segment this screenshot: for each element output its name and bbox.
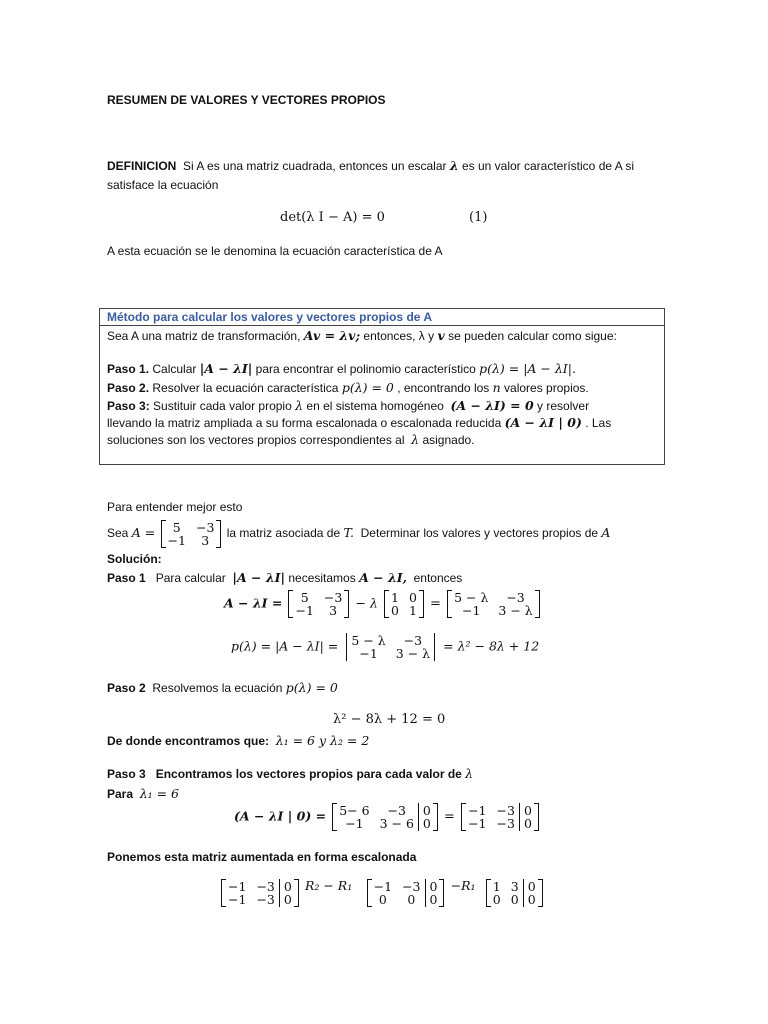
augment-bar — [279, 879, 280, 907]
augment-cells — [282, 879, 294, 907]
definition-text-a: Si A es una matriz cuadrada, entonces un escalar — [183, 159, 447, 173]
lambda-symbol: λ — [449, 158, 459, 173]
matrix-cells — [389, 590, 419, 618]
augment-cell-0: 0 — [283, 878, 292, 894]
reduction-matrix-3 — [486, 879, 543, 907]
augment-cells — [428, 879, 440, 907]
matrix-cell-0-1: −3 — [506, 590, 525, 605]
method-box — [99, 308, 665, 465]
method-intro-eq: Av = λv; — [303, 328, 361, 343]
bracket-right — [535, 590, 540, 618]
matrix-identity — [384, 590, 424, 618]
matrix-cells — [491, 879, 521, 907]
augmented-matrix-2 — [461, 803, 539, 831]
method-step-1 — [107, 361, 576, 377]
row-op-1: R₂ − R₁ — [304, 878, 353, 893]
paso-3-lambda: λ — [465, 766, 474, 781]
paso-1-text-c: entonces — [413, 571, 463, 585]
paso-2-eq: p(λ) = 0 — [285, 680, 338, 695]
solution-label: Solución: — [107, 552, 162, 566]
matrix-cell-1-0: −1 — [167, 532, 186, 548]
bracket-right — [439, 879, 444, 907]
characteristic-equation: det(λ I − A) = 0 — [280, 210, 385, 225]
matrix-cells — [349, 633, 432, 661]
row-op-2: −R₁ — [450, 878, 476, 893]
page-title: RESUMEN DE VALORES Y VECTORES PROPIOS — [107, 93, 386, 107]
eq2-lhs: p(λ) = |A − λI| = — [231, 638, 339, 654]
method-intro — [107, 328, 617, 344]
step-2-n: n — [492, 380, 501, 395]
method-intro-c: se pueden calcular como sigue: — [448, 329, 617, 343]
paso-1-line — [107, 570, 462, 586]
step-2-label: Paso 2. — [107, 381, 150, 395]
bracket-right — [433, 803, 438, 831]
matrix-cell-1-0: −1 — [462, 603, 481, 618]
augment-cell-1: 0 — [523, 816, 532, 831]
bracket-right — [534, 803, 539, 831]
step-3-line-2-text: llevando la matriz ampliada a su forma escalonada o escalonada reducida — [107, 416, 502, 430]
equation-number: (1) — [469, 210, 488, 225]
step-3-label: Paso 3: — [107, 399, 150, 413]
step-2-text-a: Resolver la ecuación característica — [152, 381, 339, 395]
matrix-cells — [452, 590, 535, 618]
matrix-cell-1-1: 0 — [510, 891, 519, 907]
matrix-cell-1-0: 0 — [391, 603, 399, 618]
augment-bar — [519, 803, 520, 831]
paso-1-label: Paso 1 — [107, 571, 146, 585]
matrix-cells — [372, 879, 423, 907]
matrix-cell-1-0: −1 — [345, 816, 364, 831]
augment-cell-0: 0 — [429, 878, 438, 894]
augmented-matrix-1 — [332, 803, 438, 831]
method-step-2 — [107, 380, 589, 396]
example-intro: Para entender mejor esto — [107, 500, 243, 514]
matrix-cell-0-0: −1 — [468, 803, 487, 818]
augment-cell-1: 0 — [422, 816, 431, 831]
paso-1-text-a: Para calcular — [155, 571, 226, 585]
matrix-cell-1-1: 3 − 6 — [379, 816, 414, 831]
example-sea-b: la matriz asociada de — [226, 526, 341, 540]
matrix-cell-0-0: −1 — [228, 878, 247, 894]
reduction-matrix-2 — [367, 879, 445, 907]
method-intro-b: entonces, λ y — [363, 329, 435, 343]
step-1-text-b: para encontrar el polinomio característico — [255, 362, 476, 376]
step-2-text-c: valores propios. — [504, 381, 589, 395]
eq1-lhs: A − λI = — [224, 595, 283, 611]
matrix-cell-0-0: 5− 6 — [339, 803, 370, 818]
bracket-right — [294, 879, 299, 907]
augment-bar — [425, 879, 426, 907]
definition-text-b: es un valor característico de A si — [461, 159, 635, 173]
definition-line-2: satisface la ecuación — [107, 178, 219, 192]
matrix-cell-0-1: 0 — [408, 590, 417, 605]
roots-values: λ₁ = 6 y λ₂ = 2 — [275, 733, 370, 748]
augment-cell-0: 0 — [523, 803, 532, 818]
matrix-A — [161, 520, 222, 548]
paso-2-text: Resolvemos la ecuación — [152, 681, 283, 695]
matrix-cell-0-0: −1 — [373, 878, 393, 894]
step-1-poly: p(λ) = |A − λI|. — [479, 361, 576, 376]
matrix-cell-0-1: −3 — [403, 633, 423, 648]
reduction-matrix-1 — [221, 879, 299, 907]
equation-augmented-lambda-6 — [234, 803, 541, 831]
matrix-cell-1-0: 0 — [378, 891, 387, 907]
eq1-equals: = — [430, 596, 441, 612]
method-intro-a: Sea A una matriz de transformación, — [107, 329, 301, 343]
step-3-line-2-end: . Las — [585, 416, 612, 430]
matrix-cell-1-1: 1 — [408, 603, 417, 618]
matrix-A-minus-lambda-I — [447, 590, 540, 618]
matrix-cells — [466, 803, 517, 831]
matrix-cell-0-1: 3 — [510, 878, 519, 894]
matrix-cell-0-1: −3 — [256, 878, 275, 894]
definition-line-1 — [107, 158, 634, 174]
example-A-end: A — [601, 525, 611, 540]
augment-cells — [526, 879, 538, 907]
step-3-line-3-end: asignado. — [422, 433, 475, 447]
matrix-cell-0-1: −3 — [323, 590, 343, 605]
equation-characteristic-polynomial — [231, 633, 539, 661]
para-label: Para — [107, 787, 134, 801]
eq2-rhs: = λ² − 8λ + 12 — [443, 638, 540, 654]
paso-3-text: Encontramos los vectores propios para cada valor de — [155, 767, 462, 781]
determinant-matrix — [344, 633, 437, 661]
matrix-cell-1-0: −1 — [468, 816, 487, 831]
matrix-cells — [293, 590, 344, 618]
method-intro-v: v — [437, 328, 445, 343]
step-1-text-a: Calcular — [152, 362, 197, 376]
matrix-cell-1-0: −1 — [359, 646, 378, 661]
matrix-A-repeat — [288, 590, 349, 618]
matrix-cell-1-1: 3 — [201, 532, 210, 548]
matrix-cell-1-1: −3 — [496, 816, 515, 831]
method-title: Método para calcular los valores y vectores propios de A — [100, 309, 664, 326]
matrix-cells — [337, 803, 416, 831]
row-reduction — [219, 878, 545, 907]
bracket-right — [216, 520, 221, 548]
matrix-cell-0-0: 5 — [172, 519, 181, 535]
paso-1-text-b: necesitamos — [288, 571, 356, 585]
definition-label: DEFINICION — [107, 159, 177, 173]
bracket-right — [419, 590, 424, 618]
matrix-cell-0-1: −3 — [496, 803, 515, 818]
matrix-cell-0-0: 5 − λ — [351, 633, 386, 648]
matrix-cell-1-0: 0 — [492, 891, 501, 907]
step-3-text-a: Sustituir cada valor propio — [153, 399, 292, 413]
example-sea: Sea — [107, 526, 129, 540]
step-1-det: |A − λI| — [199, 361, 253, 376]
method-step-3 — [107, 398, 589, 414]
equation-A-minus-lambda-I — [224, 590, 542, 618]
determinant-bar-left — [346, 633, 347, 661]
eq4-lhs: (A − λI | 0) = — [234, 808, 327, 824]
augment-bar — [523, 879, 524, 907]
step-2-eq: p(λ) = 0 — [341, 380, 394, 395]
step-3-eq: (A − λI) = 0 — [450, 398, 534, 413]
example-A-eq: A = — [131, 525, 156, 540]
augment-cell-0: 0 — [527, 878, 536, 894]
definition-note: A esta ecuación se le denomina la ecuación característica de A — [107, 244, 443, 258]
roots-text: De donde encontramos que: — [107, 734, 270, 748]
example-sea-c: Determinar los valores y vectores propios de — [360, 526, 599, 540]
matrix-cell-1-1: 3 − λ — [498, 603, 533, 618]
augment-bar — [418, 803, 419, 831]
paso-3-label: Paso 3 — [107, 767, 146, 781]
matrix-cell-1-1: 3 − λ — [395, 646, 431, 661]
ponemos-line: Ponemos esta matriz aumentada en forma escalonada — [107, 850, 417, 864]
augment-cell-1: 0 — [429, 891, 438, 907]
method-step-3-line-3 — [107, 432, 475, 448]
matrix-cell-0-1: −3 — [402, 878, 421, 894]
augment-cell-0: 0 — [422, 803, 431, 818]
matrix-cells — [166, 520, 217, 548]
bracket-right — [538, 879, 543, 907]
matrix-cell-1-0: −1 — [295, 603, 314, 618]
paso-1-det: |A − λI| — [232, 570, 286, 585]
matrix-cell-0-1: −3 — [387, 803, 406, 818]
eq4-equals: = — [444, 809, 455, 825]
paso-2-label: Paso 2 — [107, 681, 146, 695]
paso-3-line — [107, 766, 473, 782]
step-3-text-b: en el sistema homogéneo — [306, 399, 444, 413]
augment-cell-1: 0 — [527, 891, 536, 907]
matrix-cell-0-1: −3 — [195, 519, 215, 535]
bracket-right — [344, 590, 349, 618]
matrix-cell-0-0: 1 — [492, 878, 501, 894]
matrix-cell-0-0: 5 — [300, 590, 309, 605]
matrix-cell-1-1: 0 — [407, 891, 416, 907]
step-3-line-3-text: soluciones son los vectores propios correspondientes al — [107, 433, 405, 447]
step-3-text-c: y resolver — [537, 399, 590, 413]
step-2-text-b: , encontrando los — [397, 381, 490, 395]
augment-cells — [421, 803, 433, 831]
matrix-cell-0-0: 5 − λ — [454, 590, 489, 605]
example-T: T. — [343, 525, 354, 540]
step-1-label: Paso 1. — [107, 362, 150, 376]
roots-line — [107, 733, 369, 749]
matrix-cell-1-0: −1 — [228, 891, 247, 907]
matrix-cell-1-1: 3 — [329, 603, 338, 618]
augment-cells — [522, 803, 534, 831]
para-line — [107, 786, 179, 802]
eq1-minus-lambda: − λ — [355, 595, 378, 611]
paso-2-line — [107, 680, 338, 696]
matrix-cells — [226, 879, 277, 907]
paso-1-expr: A − λI, — [359, 570, 407, 585]
quadratic-equation: λ² − 8λ + 12 = 0 — [333, 712, 446, 727]
step-3-line-3-lambda: λ — [411, 432, 420, 447]
determinant-bar-right — [434, 633, 435, 661]
example-statement — [107, 517, 610, 549]
matrix-cell-0-0: 1 — [391, 590, 399, 605]
augment-cell-1: 0 — [283, 891, 292, 907]
matrix-cell-1-1: −3 — [256, 891, 275, 907]
method-step-3-line-2 — [107, 415, 611, 431]
para-lambda: λ₁ = 6 — [139, 786, 180, 801]
step-3-augmented: (A − λI | 0) — [504, 415, 582, 430]
step-3-lambda: λ — [295, 398, 304, 413]
